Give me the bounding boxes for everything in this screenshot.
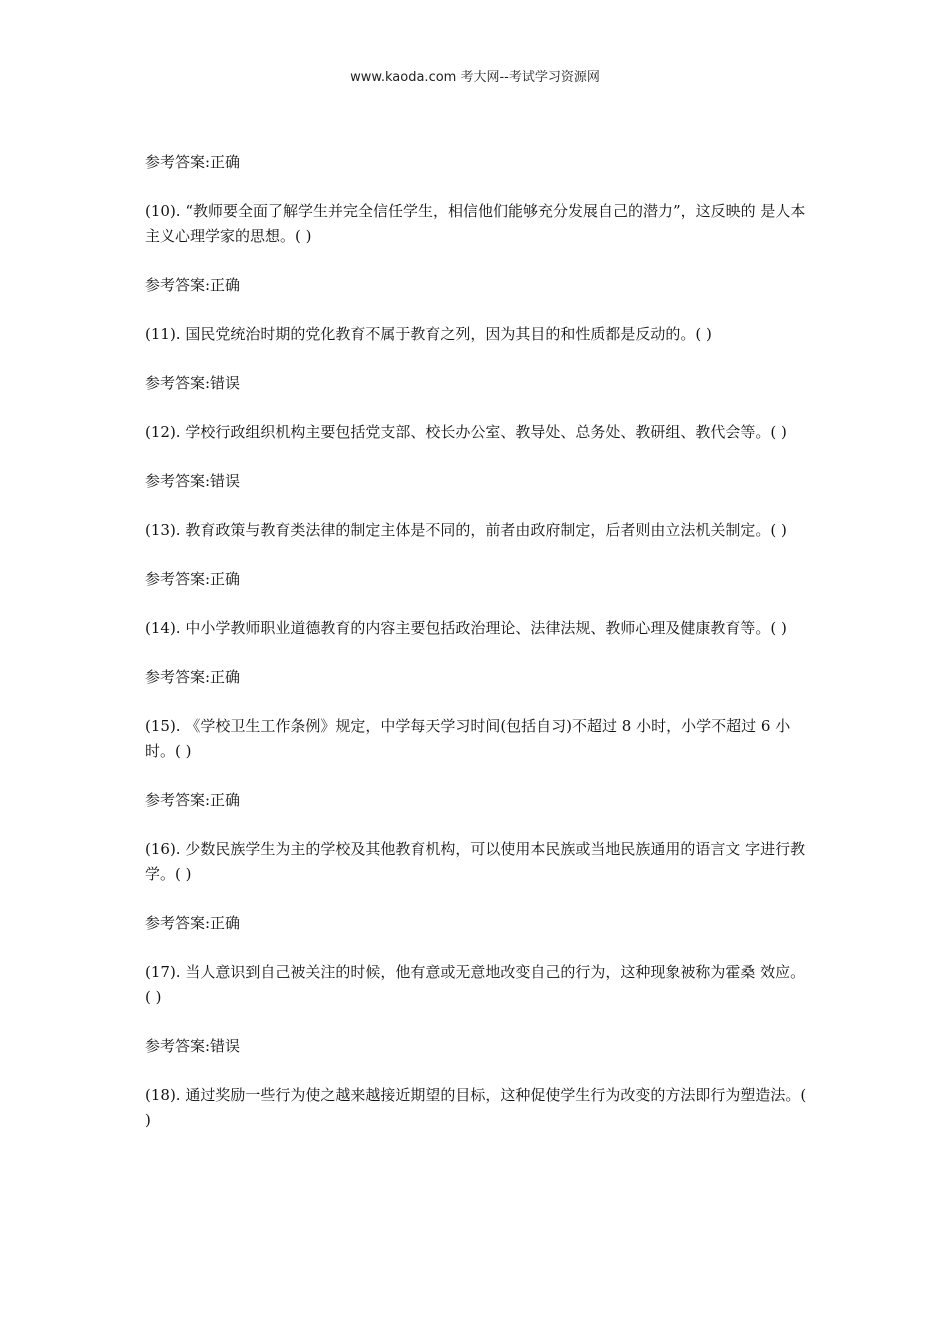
question-18: (18). 通过奖励一些行为使之越来越接近期望的目标，这种促使学生行为改变的方法即行为塑造法。( ) xyxy=(145,1086,811,1129)
question-17: (17). 当人意识到自己被关注的时候，他有意或无意地改变自己的行为，这种现象被称为霍桑 效应。( ) xyxy=(145,963,806,1006)
question-16: (16). 少数民族学生为主的学校及其他教育机构，可以使用本民族或当地民族通用的语言文 字进行教学。( ) xyxy=(145,840,806,883)
answer-line: 参考答案:错误 xyxy=(145,472,241,490)
question-14: (14). 中小学教师职业道德教育的内容主要包括政治理论、法律法规、教师心理及健康教育等。( ) xyxy=(145,619,787,637)
page-header: www.kaoda.com 考大网--考试学习资源网 xyxy=(350,70,600,85)
question-13: (13). 教育政策与教育类法律的制定主体是不同的，前者由政府制定，后者则由立法机关制定。( ) xyxy=(145,521,787,539)
answer-line: 参考答案:正确 xyxy=(145,791,241,809)
answer-line: 参考答案:正确 xyxy=(145,276,241,294)
question-15: (15). 《学校卫生工作条例》规定，中学每天学习时间(包括自习)不超过 8 小时，小学不超过 6 小时。( ) xyxy=(145,717,791,760)
document-body xyxy=(145,150,810,1157)
answer-line: 参考答案:错误 xyxy=(145,374,241,392)
question-10: (10). “教师要全面了解学生并完全信任学生，相信他们能够充分发展自己的潜力”，这反映的 是人本主义心理学家的思想。( ) xyxy=(145,202,806,245)
answer-line: 参考答案:错误 xyxy=(145,1037,241,1055)
answer-line: 参考答案:正确 xyxy=(145,570,241,588)
question-11: (11). 国民党统治时期的党化教育不属于教育之列，因为其目的和性质都是反动的。( ) xyxy=(145,325,712,343)
answer-line: 参考答案:正确 xyxy=(145,668,241,686)
answer-line: 参考答案:正确 xyxy=(145,914,241,932)
question-12: (12). 学校行政组织机构主要包括党支部、校长办公室、教导处、总务处、教研组、教代会等。( ) xyxy=(145,423,787,441)
answer-line: 参考答案:正确 xyxy=(145,153,241,171)
